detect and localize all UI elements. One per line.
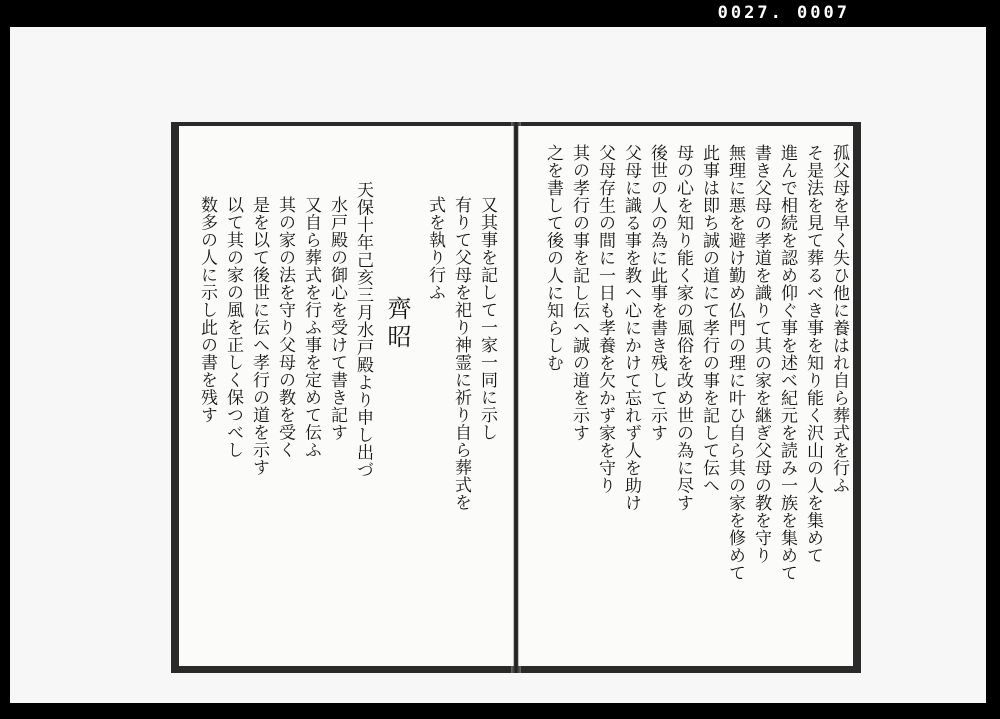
right-page-column-10: 父母存生の間に一日も孝養を欠かず家を守り [595, 144, 615, 494]
left-page-column-10: 以て其の家の風を正しく保つべし [223, 196, 243, 459]
left-page [179, 126, 514, 666]
right-page-column-9: 父母に識る事を教へ心にかけて忘れず人を助け [621, 144, 641, 512]
left-page-column-2: 有りて父母を祀り神霊に祈り自ら葬式を [451, 196, 471, 511]
open-book [171, 122, 861, 673]
right-page-column-5: 無理に悪を避け勤め仏門の理に叶ひ自ら其の家を修めて [725, 144, 745, 582]
left-page-column-5: 天保十年己亥三月水戸殿より申し出づ [353, 181, 373, 479]
right-page-column-2: そ是法を見て葬るべき事を知り能く沢山の人を集めて [803, 144, 823, 564]
left-page-column-8: 其の家の法を守り父母の教を受く [275, 196, 295, 459]
left-page-column-7: 又自ら葬式を行ふ事を定めて伝ふ [301, 196, 321, 459]
left-page-column-9: 是を以て後世に伝へ孝行の道を示す [249, 196, 269, 476]
signature-name: 齊昭 [383, 296, 411, 352]
left-page-column-6: 水戸殿の御心を受けて書き記す [327, 196, 347, 441]
right-page-column-7: 母の心を知り能く家の風俗を改め世の為に尽す [673, 144, 693, 512]
left-page-column-11: 数多の人に示し此の書を残す [197, 196, 217, 424]
mount-sheet [10, 27, 986, 703]
right-page-column-12: 之を書して後の人に知らしむ [543, 144, 563, 372]
left-page-column-3: 式を執り行ふ [425, 196, 445, 301]
microfilm-frame-number: 0027. 0007 [717, 3, 850, 23]
right-page [518, 126, 853, 666]
left-page-column-1: 又其事を記して一家一同に示し [477, 196, 497, 441]
right-page-column-11: 其の孝行の事を記し伝へ誠の道を示す [569, 144, 589, 442]
right-page-column-3: 進んで相続を認め仰ぐ事を述べ紀元を読み一族を集めて [777, 144, 797, 582]
right-page-column-1: 孤父母を早く失ひ他に養はれ自ら葬式を行ふ [829, 144, 849, 494]
right-page-column-6: 此事は即ち誠の道にて孝行の事を記して伝へ [699, 144, 719, 494]
right-page-column-8: 後世の人の為に此事を書き残して示す [647, 144, 667, 442]
right-page-column-4: 書き父母の孝道を識りて其の家を継ぎ父母の教を守り [751, 144, 771, 564]
